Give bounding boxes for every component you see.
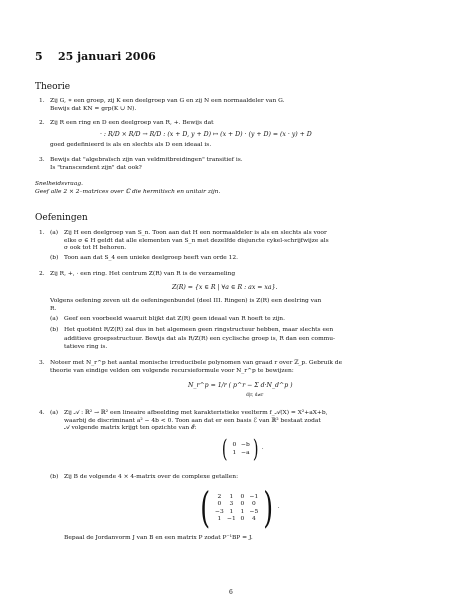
matrix-cell: −1 xyxy=(227,516,236,523)
oef-3-line-1: Noteer met N_r^p het aantal monische irreducibele polynomen van graad r over ℤ_p. Gebruik de xyxy=(50,360,343,366)
matrix-cell: 0 xyxy=(240,501,245,508)
theorie-item-3-number: 3. xyxy=(39,157,45,163)
oef-4a-matrix: ( 0 −b 1 −a ) . xyxy=(221,435,264,463)
theorie-item-2-formula: · : R/D × R/D → R/D : (x + D, y + D) ↦ (x + D) · (y + D) = (x · y) + D xyxy=(100,131,312,138)
oef-1a-label: (a) xyxy=(50,230,59,236)
oef-2b-line-3: tatieve ring is. xyxy=(64,344,108,350)
theorie-item-1-line-2: Bewijs dat KN = grp(K ∪ N). xyxy=(50,105,137,112)
matrix-cell: −5 xyxy=(249,508,259,515)
page-number: 6 xyxy=(229,589,233,596)
oef-4a-line-3: 𝒜 volgende matrix krijgt ten opzichte van ℰ: xyxy=(64,425,197,431)
oef-2-text-line-1: Volgens oefening zeven uit de oefeningenbundel (deel III. Ringen) is Z(R) een deelring van xyxy=(50,298,322,304)
snelheidsvraag-title: Snelheidsvraag. xyxy=(35,181,83,187)
oef-2b-line-2: additieve groepsstructuur. Bewijs dat als R/Z(R) een cyclische groep is, R dan een commu- xyxy=(64,335,336,342)
oef-4b-matrix: ( 2 1 0 −1 0 3 0 0 −3 1 1 −5 1 −1 0 4 ) . xyxy=(200,483,280,532)
oef-2b-line-1: Het quotiënt R/Z(R) zal dus in het algemeen geen ringstructuur hebben, maar slechts een xyxy=(64,327,334,333)
section-heading-theorie: Theorie xyxy=(35,82,71,92)
oef-2-formula: Z(R) = {x ∈ R | ∀a ∈ R : ax = xa}. xyxy=(172,284,278,291)
matrix-cell: 3 xyxy=(229,501,234,508)
matrix-left-bracket: ( xyxy=(221,435,228,463)
oef-3-number: 3. xyxy=(39,360,45,366)
theorie-item-1-number: 1. xyxy=(39,98,45,104)
matrix-cell: 0 xyxy=(232,442,237,448)
oef-4b-label: (b) xyxy=(50,474,59,480)
oef-4a-line-2: waarbij de discriminant a² − 4b < 0. Toon aan dat er een basis ℰ van ℝ² bestaat zodat xyxy=(64,417,321,424)
matrix-cell: −1 xyxy=(249,493,259,500)
oef-4b-after: Bepaal de Jordanvorm J van B en een matrix P zodat P⁻¹BP = J. xyxy=(64,535,253,541)
oef-1-number: 1. xyxy=(39,230,45,236)
theorie-item-2-number: 2. xyxy=(39,120,45,126)
matrix-cell: 2 xyxy=(217,493,222,500)
oef-4a-line-1: Zij 𝒜 : ℝ² → ℝ² een lineaire afbeelding met karakteristieke veelterm f_𝒜(X) = X²+aX+b, xyxy=(64,410,328,416)
oef-1b-line-1: Toon aan dat S_4 een unieke deelgroep heeft van orde 12. xyxy=(64,255,239,261)
matrix-cell: 4 xyxy=(252,516,256,523)
theorie-item-1-line-1: Zij G, ∗ een groep, zij K een deelgroep van G en zij N een normaaldeler van G. xyxy=(50,98,285,104)
oef-3-formula: N_r^p = 1/r ( p^r − Σ d·N_d^p ) xyxy=(188,382,293,389)
oef-1a-line-3: σ ook tot H behoren. xyxy=(64,245,127,251)
matrix-cell: 1 xyxy=(229,508,234,515)
oef-3-sum-subscript: d|r, d≠r xyxy=(246,393,264,398)
oef-1b-label: (b) xyxy=(50,255,59,261)
oef-1a-line-1: Zij H een deelgroep van S_n. Toon aan dat H een normaaldeler is als en slechts als voor xyxy=(64,230,327,236)
matrix-cell: 1 xyxy=(217,516,222,523)
theorie-item-3-line-1: Bewijs dat "algebraïsch zijn van veldmitbreidingen" transitief is. xyxy=(50,157,243,163)
matrix-cell: 1 xyxy=(232,450,237,456)
matrix-right-bracket: ) xyxy=(263,483,274,532)
matrix-left-bracket: ( xyxy=(200,483,211,532)
matrix-cell: −a xyxy=(241,450,250,456)
oef-4a-label: (a) xyxy=(50,410,59,416)
oef-2-intro: Zij R, +, · een ring. Het centrum Z(R) van R is de verzameling xyxy=(50,271,236,277)
matrix-cell: 1 xyxy=(229,493,234,500)
theorie-item-2-line-1: Zij R een ring en D een deelgroep van R, +. Bewijs dat xyxy=(50,120,214,126)
matrix-cell: 0 xyxy=(240,516,245,523)
oef-1a-line-2: elke σ ∈ H geldt dat alle elementen van S_n met dezelfde disjuncte cykel-schrijfwijze als xyxy=(64,237,329,244)
oef-3-line-2: theorie van eindige velden om volgende recursieformule voor N_r^p te bewijzen: xyxy=(50,367,294,374)
theorie-item-2-after: goed gedefinieerd is als en slechts als D een ideaal is. xyxy=(50,142,212,148)
matrix-cell: −3 xyxy=(215,508,224,515)
oef-2-text-line-2: R. xyxy=(50,305,57,312)
oef-2b-label: (b) xyxy=(50,327,59,333)
chapter-heading xyxy=(35,50,156,63)
oef-4b-line-1: Zij B de volgende 4 × 4-matrix over de complexe getallen: xyxy=(64,474,239,480)
chapter-title: 25 januari 2006 xyxy=(57,50,156,63)
matrix-cell: 0 xyxy=(217,501,222,508)
snelheidsvraag-text: Geef alle 2 × 2–matrices over ℂ die hermitisch en unitair zijn. xyxy=(35,188,221,195)
matrix-cell: −b xyxy=(241,442,250,448)
matrix-cell: 0 xyxy=(240,493,245,500)
theorie-item-3-line-2: Is "transcendent zijn" dat ook? xyxy=(50,164,142,171)
matrix-right-bracket: ) xyxy=(253,435,259,463)
oef-2-number: 2. xyxy=(39,271,45,277)
matrix-cell: 1 xyxy=(240,508,245,515)
oef-2a-label: (a) xyxy=(50,316,59,322)
oef-2a-line-1: Geef een voorbeeld waaruit blijkt dat Z(R) geen ideaal van R hoeft te zijn. xyxy=(64,316,285,322)
oef-4-number: 4. xyxy=(39,410,45,416)
matrix-cell: 0 xyxy=(252,501,256,508)
section-heading-oefeningen: Oefeningen xyxy=(35,213,88,223)
chapter-number: 5 xyxy=(35,50,43,63)
